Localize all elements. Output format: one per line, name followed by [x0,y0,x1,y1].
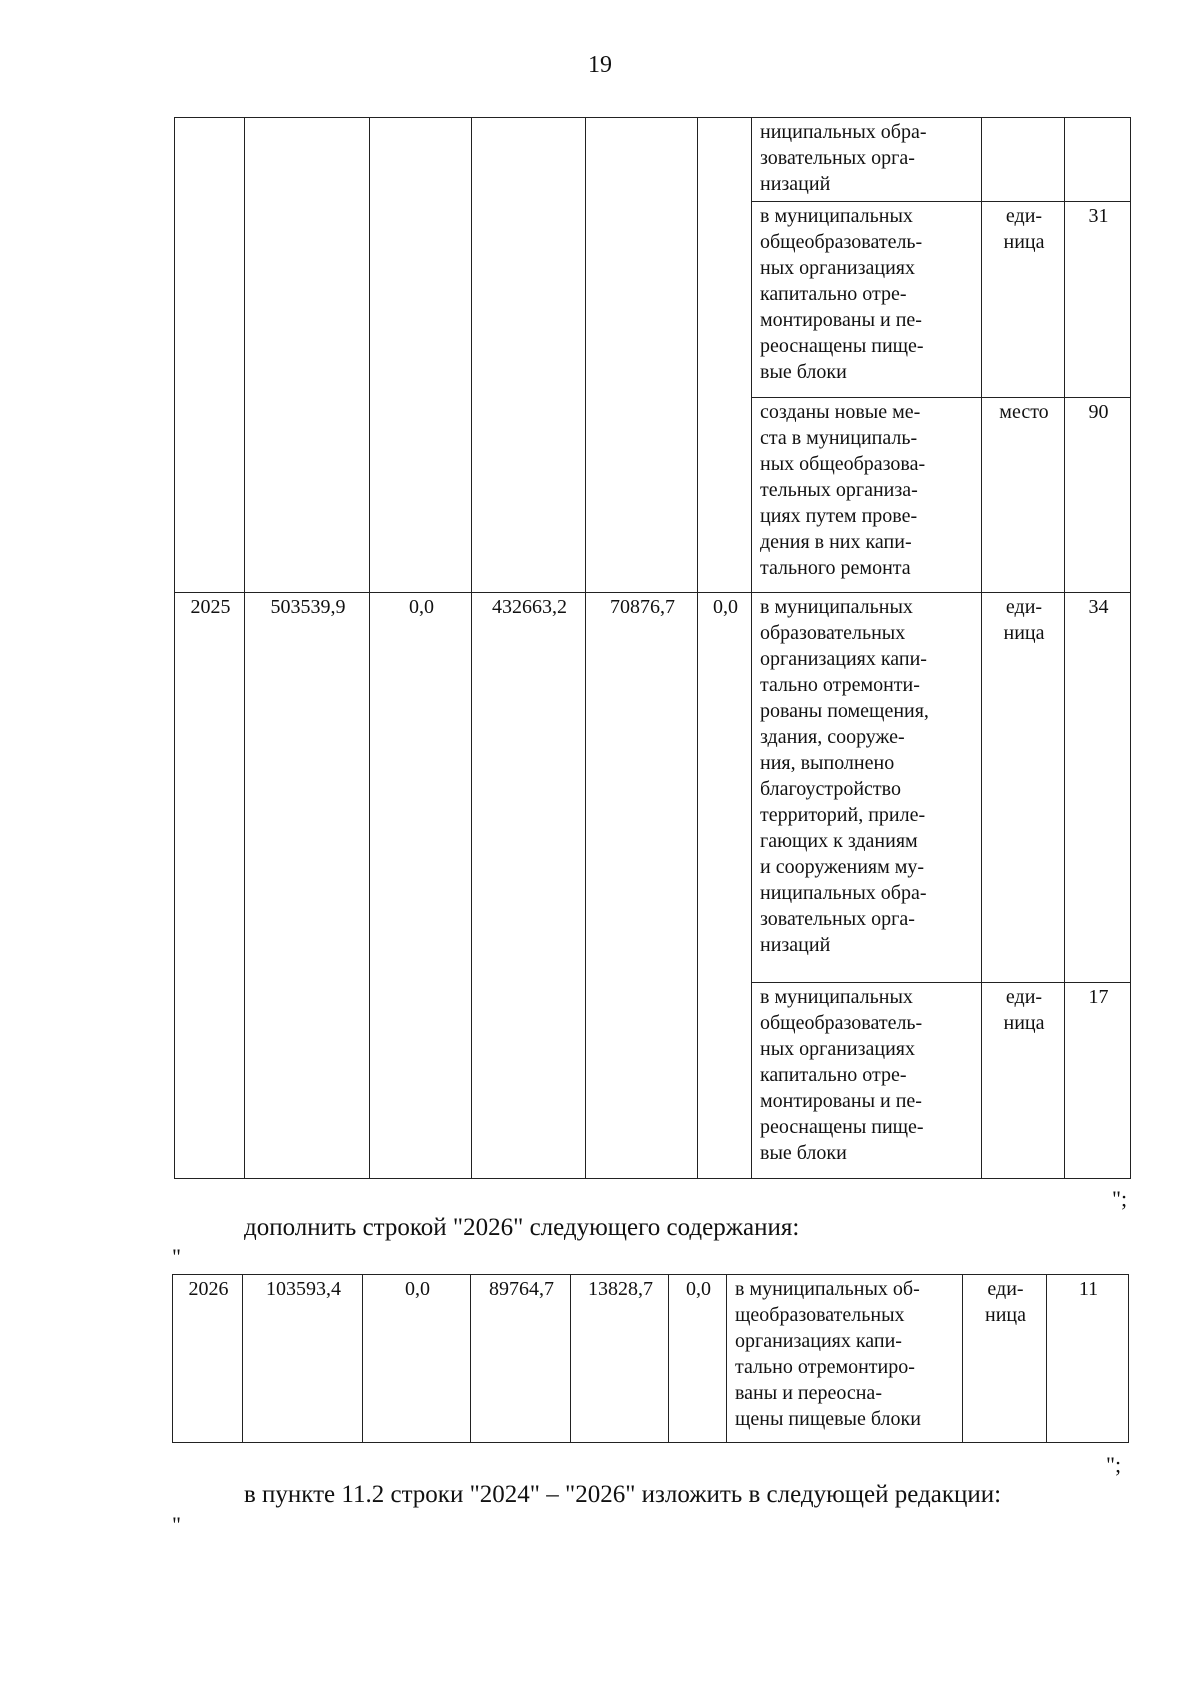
indicator-text: в муниципальных образовательных организациях капи- тально отремонти- рованы помещения, здания, сооруже- ния, выполнено благоустройство территорий, приле- гающих к зданиям и сооружениям му- ниципальных обра- зовательных орга- низаций [752,593,982,983]
table-row [175,593,1131,983]
indicator-unit [982,118,1065,202]
instruction-text: в пункте 11.2 строки "2024" – "2026" изложить в следующей редакции: [244,1481,1002,1508]
amount-cell: 0,0 [669,1275,727,1443]
amount-cell: 0,0 [698,593,752,1179]
amount-cell: 70876,7 [586,593,698,1179]
closing-quote: "; [1112,1186,1128,1211]
indicator-value: 90 [1065,398,1131,593]
table-row [175,118,1131,202]
table-row [173,1275,1129,1443]
indicator-text: в муниципальных общеобразователь- ных организациях капитально отре- монтированы и пе- реоснащены пище- вые блоки [752,983,982,1179]
amount-cell: 432663,2 [472,593,586,1179]
indicator-text: в муниципальных об- щеобразовательных организациях капи- тально отремонтиро- ваны и переосна- щены пищевые блоки [727,1275,963,1443]
indicator-value: 17 [1065,983,1131,1179]
funding-table-continued [174,117,1131,1179]
indicator-value: 34 [1065,593,1131,983]
indicator-unit: еди- ница [982,983,1065,1179]
closing-quote: "; [1106,1452,1122,1477]
total-cell: 503539,9 [245,593,370,1179]
indicator-unit: еди- ница [982,202,1065,398]
amount-cell: 13828,7 [571,1275,669,1443]
amount-cell [698,118,752,593]
indicator-text: в муниципальных общеобразователь- ных организациях капитально отре- монтированы и пе- реоснащены пище- вые блоки [752,202,982,398]
indicator-unit: еди- ница [963,1275,1047,1443]
amount-cell: 0,0 [370,593,472,1179]
indicator-text: ниципальных обра- зовательных орга- низаций [752,118,982,202]
amount-cell [472,118,586,593]
year-cell: 2026 [173,1275,243,1443]
indicator-unit: еди- ница [982,593,1065,983]
indicator-unit: место [982,398,1065,593]
indicator-text: созданы новые ме- ста в муниципаль- ных общеобразова- тельных организа- циях путем прове- дения в них капи- тального ремонта [752,398,982,593]
indicator-value: 31 [1065,202,1131,398]
amount-cell: 0,0 [363,1275,471,1443]
indicator-value: 11 [1047,1275,1129,1443]
total-cell: 103593,4 [243,1275,363,1443]
opening-quote: " [172,1244,181,1269]
page-number: 19 [588,52,612,78]
amount-cell: 89764,7 [471,1275,571,1443]
year-cell [175,118,245,593]
opening-quote: " [172,1512,181,1537]
year-cell: 2025 [175,593,245,1179]
amount-cell [370,118,472,593]
instruction-text: дополнить строкой "2026" следующего содержания: [244,1214,800,1241]
indicator-value [1065,118,1131,202]
amount-cell [586,118,698,593]
total-cell [245,118,370,593]
funding-table-2026 [172,1274,1129,1443]
